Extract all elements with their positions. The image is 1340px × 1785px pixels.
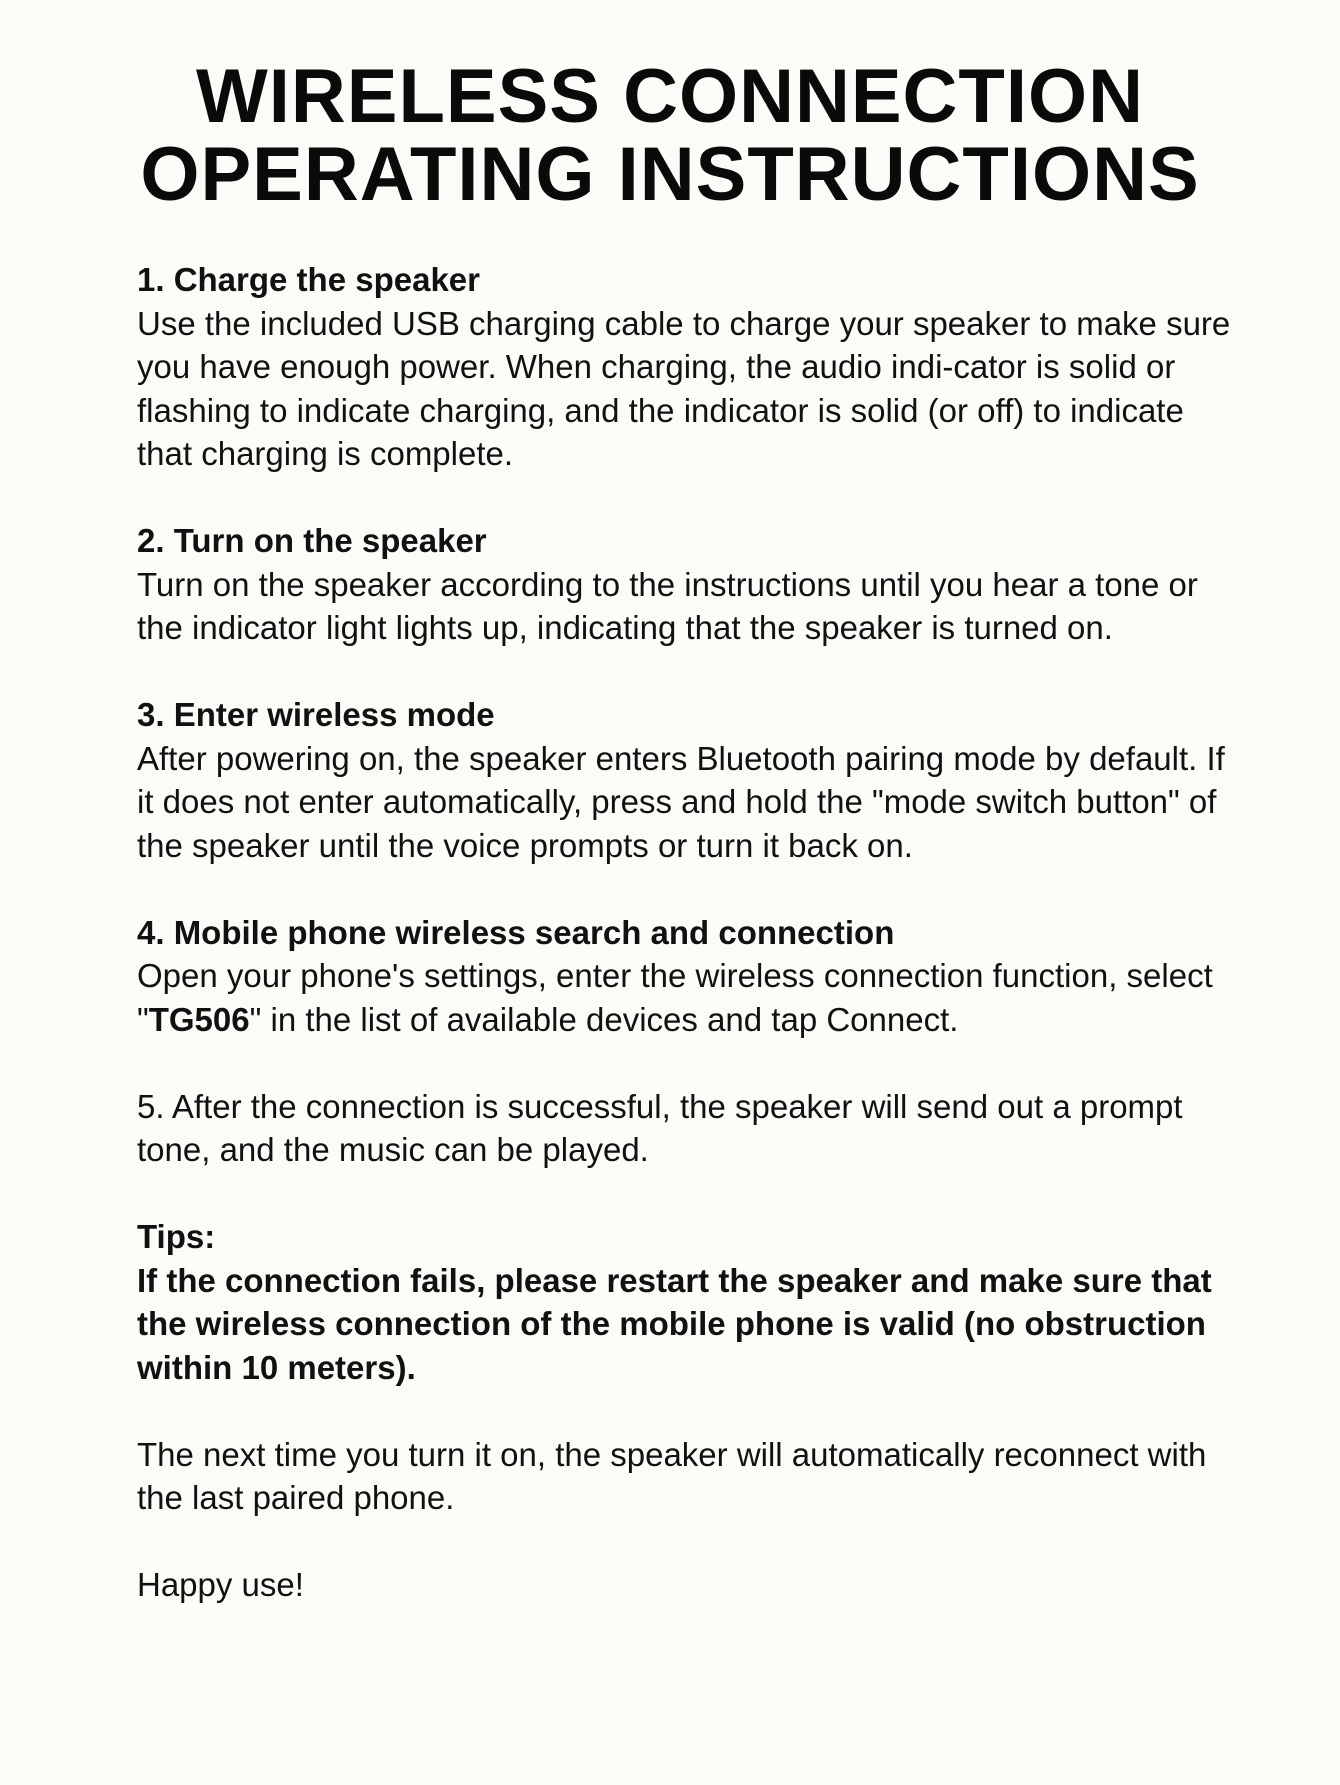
- step-wireless-mode: [137, 693, 1247, 867]
- tips-text: If the connection fails, please restart the speaker and make sure that the wireless connection of the mobile phone is valid (no obstruction within 10 meters).: [137, 1261, 1212, 1386]
- step-charge: [137, 258, 1247, 476]
- step-heading: 4. Mobile phone wireless search and connection: [137, 913, 895, 951]
- step-phone-connection: [137, 911, 1247, 1042]
- closing-text: Happy use!: [137, 1566, 304, 1603]
- step-connected: [137, 1085, 1247, 1172]
- step-heading: 2. Turn on the speaker: [137, 522, 487, 559]
- title-line-1: WIRELESS CONNECTION: [196, 54, 1144, 139]
- title-line-2: OPERATING INSTRUCTIONS: [140, 132, 1200, 217]
- step-text-before: Open your phone's settings, enter the wireless connection function, select ": [137, 957, 1213, 1038]
- closing-section: [137, 1563, 1247, 1607]
- reconnect-note: The next time you turn it on, the speaker will automatically reconnect with the last paired phone.: [137, 1435, 1207, 1516]
- step-5-text: 5. After the connection is successful, the speaker will send out a prompt tone, and the music can be played.: [137, 1087, 1183, 1168]
- instructions-body: [137, 258, 1247, 1650]
- reconnect-section: [137, 1433, 1247, 1520]
- page-title: [0, 54, 1340, 217]
- step-text: After powering on, the speaker enters Bluetooth pairing mode by default. If it does not enter automatically, press and hold the "mode switch button" of the speaker until the voice prompts or turn it back on.: [137, 739, 1225, 864]
- step-heading: 3. Enter wireless mode: [137, 696, 495, 733]
- step-text: Turn on the speaker according to the instructions until you hear a tone or the indicator light lights up, indicating that the speaker is turned on.: [137, 565, 1198, 646]
- step-text: [137, 954, 1247, 1041]
- device-name: TG506: [148, 1000, 250, 1038]
- step-text: Use the included USB charging cable to charge your speaker to make sure you have enough power. When charging, the audio indi-cator is solid or flashing to indicate charging, and the indicator is solid (or off) to indicate that charging is complete.: [137, 304, 1231, 472]
- step-text-after: " in the list of available devices and tap Connect.: [249, 1000, 959, 1038]
- tips-label: Tips:: [137, 1218, 216, 1255]
- tips-section: [137, 1215, 1247, 1389]
- step-heading: 1. Charge the speaker: [137, 261, 480, 298]
- step-turn-on: [137, 519, 1247, 650]
